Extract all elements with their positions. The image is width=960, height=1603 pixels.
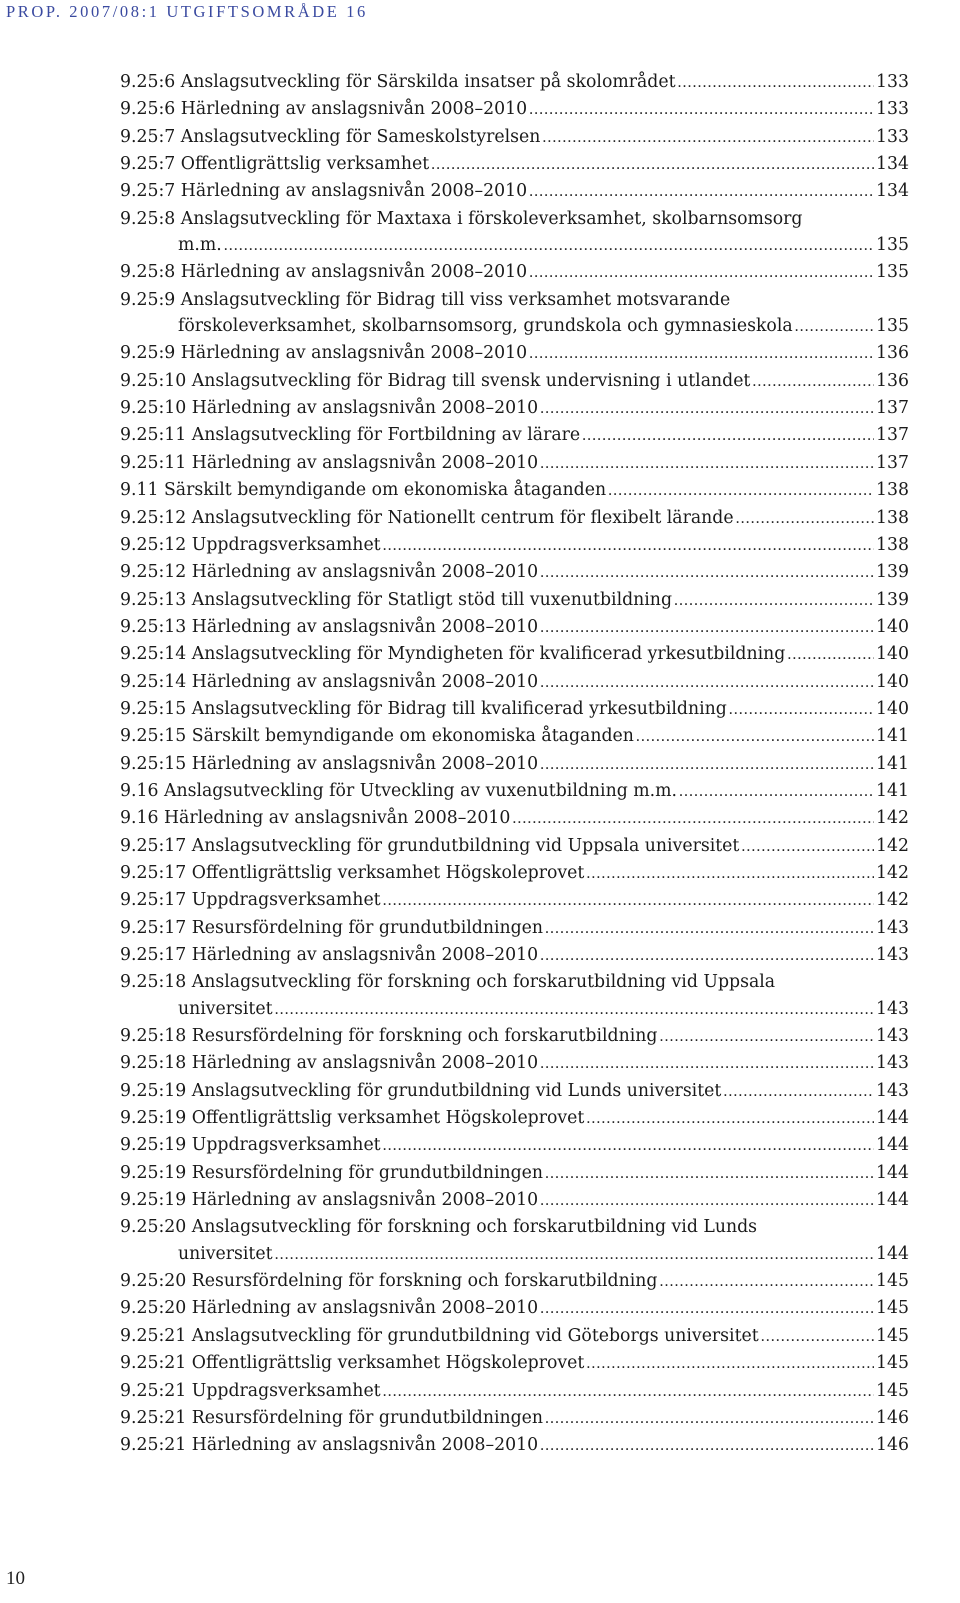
toc-entry[interactable] — [120, 641, 909, 668]
toc-entry-title: 9.25:19 Offentligrättslig verksamhet Högskoleprovet — [120, 1108, 585, 1129]
toc-entry-title: 9.25:12 Härledning av anslagsnivån 2008–2010 — [120, 562, 539, 583]
toc-entry-line — [120, 124, 909, 151]
toc-page-number: 141 — [876, 753, 909, 774]
toc-entry[interactable] — [120, 1023, 909, 1050]
toc-entry-title: 9.25:21 Resursfördelning för grundutbildningen — [120, 1407, 544, 1428]
toc-entry-line — [120, 833, 909, 860]
toc-entry-title: 9.25:7 Härledning av anslagsnivån 2008–2010 — [120, 181, 528, 202]
dot-leader — [540, 1296, 874, 1322]
toc-entry-line — [120, 587, 909, 614]
toc-entry-title: 9.25:12 Anslagsutveckling för Nationellt centrum för flexibelt lärande — [120, 507, 734, 528]
toc-entry-line — [120, 1295, 909, 1322]
toc-page-number: 141 — [876, 780, 909, 801]
dot-leader — [224, 233, 874, 259]
dot-leader — [729, 697, 874, 723]
toc-page-number: 145 — [876, 1325, 909, 1346]
toc-page-number: 144 — [876, 1108, 909, 1129]
toc-entry-title: 9.25:20 Resursfördelning för forskning och forskarutbildning — [120, 1271, 658, 1292]
dot-leader — [540, 1188, 874, 1214]
dot-leader — [545, 1161, 874, 1187]
toc-entry-line — [120, 1323, 909, 1350]
toc-entry-title: 9.11 Särskilt bemyndigande om ekonomiska åtaganden — [120, 480, 607, 501]
toc-page-number: 135 — [876, 235, 909, 256]
toc-entry-continuation — [120, 1241, 909, 1268]
toc-entry[interactable] — [120, 1295, 909, 1322]
toc-entry-title: 9.25:7 Anslagsutveckling för Sameskolstyrelsen — [120, 126, 541, 147]
toc-entry[interactable] — [120, 368, 909, 395]
toc-entry-title: 9.25:18 Härledning av anslagsnivån 2008–2010 — [120, 1053, 539, 1074]
toc-page-number: 140 — [876, 698, 909, 719]
toc-entry-line — [120, 477, 909, 504]
toc-entry-line — [120, 860, 909, 887]
toc-entry-title: 9.25:8 Härledning av anslagsnivån 2008–2010 — [120, 262, 528, 283]
toc-entry[interactable] — [120, 969, 909, 1023]
dot-leader — [275, 997, 874, 1023]
toc-entry-title: 9.25:21 Uppdragsverksamhet — [120, 1380, 381, 1401]
dot-leader — [545, 1406, 874, 1432]
toc-entry[interactable] — [120, 1405, 909, 1432]
toc-page-number: 133 — [876, 126, 909, 147]
toc-entry-line — [120, 641, 909, 668]
toc-entry-line — [120, 559, 909, 586]
toc-entry-line — [120, 69, 909, 96]
toc-entry-title: 9.25:20 Anslagsutveckling för forskning och forskarutbildning vid Lunds — [120, 1217, 758, 1238]
toc-page-number: 145 — [876, 1271, 909, 1292]
toc-entry-line — [120, 1160, 909, 1187]
dot-leader — [586, 1106, 874, 1132]
dot-leader — [795, 314, 874, 340]
toc-entry[interactable] — [120, 395, 909, 422]
toc-entry-title: 9.25:17 Härledning av anslagsnivån 2008–2010 — [120, 945, 539, 965]
toc-entry-title: 9.25:9 Härledning av anslagsnivån 2008–2010 — [120, 343, 528, 364]
toc-entry[interactable] — [120, 151, 909, 178]
toc-entry-line — [120, 942, 909, 969]
toc-entry[interactable] — [120, 1378, 909, 1405]
dot-leader — [383, 888, 874, 914]
dot-leader — [540, 396, 874, 422]
toc-page-number: 142 — [876, 835, 909, 856]
toc-entry-line — [120, 915, 909, 942]
toc-page-number: 143 — [876, 945, 909, 965]
toc-entry[interactable] — [120, 1050, 909, 1077]
toc-entry-title: 9.25:14 Anslagsutveckling för Myndigheten för kvalificerad yrkesutbildning — [120, 644, 786, 665]
toc-entry-line — [120, 1268, 909, 1295]
toc-entry-title: universitet — [178, 1243, 273, 1264]
toc-entry-title: 9.25:7 Offentligrättslig verksamhet — [120, 154, 430, 175]
dot-leader — [736, 506, 874, 532]
toc-entry[interactable] — [120, 1160, 909, 1187]
toc-entry-title: 9.25:15 Härledning av anslagsnivån 2008–2010 — [120, 753, 539, 774]
toc-page-number: 142 — [876, 890, 909, 911]
toc-entry[interactable] — [120, 1350, 909, 1377]
dot-leader — [787, 642, 874, 668]
toc-page-number: 133 — [876, 99, 909, 120]
toc-page-number: 139 — [876, 589, 909, 610]
dot-leader — [582, 423, 874, 449]
toc-entry-line — [120, 340, 909, 367]
toc-entry-line — [120, 450, 909, 477]
dot-leader — [586, 1351, 874, 1377]
dot-leader — [761, 1324, 874, 1350]
toc-entry[interactable] — [120, 206, 909, 260]
toc-entry-continuation — [120, 232, 909, 259]
toc-entry[interactable] — [120, 1323, 909, 1350]
dot-leader — [659, 1024, 874, 1050]
toc-entry-title: 9.25:21 Offentligrättslig verksamhet Högskoleprovet — [120, 1353, 585, 1374]
toc-entry[interactable] — [120, 259, 909, 286]
dot-leader — [752, 369, 874, 395]
toc-entry-title: 9.25:6 Anslagsutveckling för Särskilda insatser på skolområdet — [120, 72, 676, 92]
toc-entry-title: 9.25:21 Anslagsutveckling för grundutbildning vid Göteborgs universitet — [120, 1325, 759, 1346]
toc-entry-line — [120, 505, 909, 532]
toc-page-number: 145 — [876, 1298, 909, 1319]
toc-entry-line — [120, 1350, 909, 1377]
dot-leader — [586, 861, 874, 887]
toc-entry-title: 9.25:6 Härledning av anslagsnivån 2008–2010 — [120, 99, 528, 120]
toc-entry-line — [120, 614, 909, 641]
dot-leader — [529, 260, 874, 286]
toc-entry-title: 9.25:12 Uppdragsverksamhet — [120, 534, 381, 555]
toc-entry-line — [120, 206, 909, 232]
dot-leader — [512, 806, 874, 832]
toc-entry-title: m.m. — [178, 235, 222, 256]
toc-entry-title: 9.25:18 Resursfördelning för forskning och forskarutbildning — [120, 1026, 658, 1047]
toc-entry-line — [120, 696, 909, 723]
toc-entry-title: 9.25:20 Härledning av anslagsnivån 2008–2010 — [120, 1298, 539, 1319]
dot-leader — [383, 1379, 874, 1405]
toc-entry[interactable] — [120, 1078, 909, 1105]
toc-entry-line — [120, 805, 909, 832]
toc-entry-line — [120, 1023, 909, 1050]
toc-page-number: 143 — [876, 917, 909, 938]
toc-entry-title: 9.25:10 Härledning av anslagsnivån 2008–2010 — [120, 398, 539, 419]
toc-entry-line — [120, 778, 909, 805]
toc-page-number: 144 — [876, 1135, 909, 1156]
toc-entry-line — [120, 96, 909, 123]
toc-page-number: 137 — [876, 398, 909, 419]
toc-entry-title: 9.25:13 Härledning av anslagsnivån 2008–2010 — [120, 616, 539, 637]
dot-leader — [383, 533, 874, 559]
toc-entry[interactable] — [120, 669, 909, 696]
toc-page-number: 133 — [876, 72, 909, 92]
toc-entry-title: förskoleverksamhet, skolbarnsomsorg, grundskola och gymnasieskola — [178, 316, 793, 337]
toc-entry-title: 9.16 Anslagsutveckling för Utveckling av vuxenutbildning m.m. — [120, 780, 678, 801]
toc-entry-title: 9.25:15 Anslagsutveckling för Bidrag till kvalificerad yrkesutbildning — [120, 698, 727, 719]
toc-entry[interactable] — [120, 887, 909, 914]
toc-entry-title: 9.25:19 Resursfördelning för grundutbildningen — [120, 1162, 544, 1183]
toc-page-number: 143 — [876, 1026, 909, 1047]
toc-page-number: 138 — [876, 534, 909, 555]
dot-leader — [529, 341, 874, 367]
toc-page-number: 144 — [876, 1190, 909, 1211]
toc-entry[interactable] — [120, 559, 909, 586]
toc-entry-continuation — [120, 313, 909, 340]
toc-entry[interactable] — [120, 833, 909, 860]
toc-entry[interactable] — [120, 450, 909, 477]
toc-entry-line — [120, 1187, 909, 1214]
toc-entry-title: 9.25:17 Offentligrättslig verksamhet Högskoleprovet — [120, 862, 585, 883]
toc-entry-line — [120, 532, 909, 559]
toc-page-number: 143 — [876, 1053, 909, 1074]
toc-entry[interactable] — [120, 696, 909, 723]
toc-page-number: 137 — [876, 425, 909, 446]
toc-page-number: 136 — [876, 343, 909, 364]
toc-entry[interactable] — [120, 614, 909, 641]
toc-entry-line — [120, 1405, 909, 1432]
table-of-contents — [120, 69, 909, 1460]
toc-entry-line — [120, 1378, 909, 1405]
toc-entry[interactable] — [120, 422, 909, 449]
toc-entry[interactable] — [120, 69, 909, 96]
toc-entry[interactable] — [120, 287, 909, 341]
dot-leader — [545, 916, 874, 942]
toc-entry[interactable] — [120, 751, 909, 778]
toc-page-number: 137 — [876, 452, 909, 473]
dot-leader — [540, 752, 874, 778]
dot-leader — [431, 152, 874, 178]
toc-entry-line — [120, 751, 909, 778]
toc-entry-title: universitet — [178, 998, 273, 1019]
toc-entry[interactable] — [120, 942, 909, 969]
toc-page-number: 139 — [876, 562, 909, 583]
toc-entry[interactable] — [120, 1187, 909, 1214]
toc-entry-title: 9.25:17 Anslagsutveckling för grundutbildning vid Uppsala universitet — [120, 835, 740, 856]
toc-page-number: 143 — [876, 1080, 909, 1101]
toc-entry[interactable] — [120, 860, 909, 887]
dot-leader — [540, 670, 874, 696]
toc-page-number: 138 — [876, 507, 909, 528]
dot-leader — [383, 1133, 874, 1159]
toc-entry-line — [120, 1432, 909, 1459]
toc-entry[interactable] — [120, 1105, 909, 1132]
toc-entry-continuation — [120, 996, 909, 1023]
toc-page-number: 144 — [876, 1162, 909, 1183]
dot-leader — [540, 943, 874, 969]
toc-page-number: 142 — [876, 808, 909, 829]
dot-leader — [636, 724, 874, 750]
toc-page-number: 145 — [876, 1380, 909, 1401]
toc-entry-title: 9.25:11 Anslagsutveckling för Fortbildning av lärare — [120, 425, 581, 446]
toc-entry-line — [120, 178, 909, 205]
toc-entry-title: 9.25:19 Uppdragsverksamhet — [120, 1135, 381, 1156]
dot-leader — [540, 560, 874, 586]
toc-page-number: 136 — [876, 370, 909, 391]
toc-entry[interactable] — [120, 178, 909, 205]
toc-page-number: 140 — [876, 671, 909, 692]
toc-entry-line — [120, 723, 909, 750]
dot-leader — [659, 1269, 874, 1295]
toc-page-number: 140 — [876, 644, 909, 665]
toc-page-number: 135 — [876, 316, 909, 337]
toc-page-number: 146 — [876, 1407, 909, 1428]
toc-entry-line — [120, 1050, 909, 1077]
toc-entry[interactable] — [120, 1214, 909, 1268]
page-number: 10 — [6, 1568, 25, 1589]
toc-entry[interactable] — [120, 96, 909, 123]
toc-entry-line — [120, 1078, 909, 1105]
toc-entry[interactable] — [120, 1132, 909, 1159]
dot-leader — [723, 1079, 874, 1105]
dot-leader — [529, 179, 874, 205]
toc-entry-line — [120, 368, 909, 395]
dot-leader — [529, 97, 874, 123]
dot-leader — [674, 588, 874, 614]
running-header: PROP. 2007/08:1 UTGIFTSOMRÅDE 16 — [6, 2, 368, 21]
dot-leader — [540, 1433, 874, 1459]
toc-entry[interactable] — [120, 587, 909, 614]
toc-entry[interactable] — [120, 915, 909, 942]
toc-entry[interactable] — [120, 477, 909, 504]
dot-leader — [741, 834, 874, 860]
toc-entry-line — [120, 287, 909, 313]
toc-page-number: 135 — [876, 262, 909, 283]
toc-entry-title: 9.25:17 Uppdragsverksamhet — [120, 890, 381, 911]
toc-entry[interactable] — [120, 532, 909, 559]
toc-entry-line — [120, 969, 909, 995]
toc-entry-title: 9.25:19 Anslagsutveckling för grundutbildning vid Lunds universitet — [120, 1080, 722, 1101]
toc-entry-title: 9.25:11 Härledning av anslagsnivån 2008–2010 — [120, 452, 539, 473]
toc-entry-line — [120, 422, 909, 449]
toc-entry[interactable] — [120, 1432, 909, 1459]
toc-entry[interactable] — [120, 340, 909, 367]
toc-entry-title: 9.25:21 Härledning av anslagsnivån 2008–2010 — [120, 1435, 539, 1456]
toc-entry-line — [120, 395, 909, 422]
toc-page-number: 141 — [876, 726, 909, 747]
toc-page-number: 145 — [876, 1353, 909, 1374]
toc-entry-title: 9.25:14 Härledning av anslagsnivån 2008–2010 — [120, 671, 539, 692]
toc-entry[interactable] — [120, 805, 909, 832]
toc-entry-title: 9.25:9 Anslagsutveckling för Bidrag till viss verksamhet motsvarande — [120, 289, 731, 310]
toc-entry-line — [120, 259, 909, 286]
toc-page-number: 143 — [876, 998, 909, 1019]
toc-entry-line — [120, 1214, 909, 1240]
toc-entry-line — [120, 887, 909, 914]
toc-entry[interactable] — [120, 124, 909, 151]
toc-page-number: 142 — [876, 862, 909, 883]
toc-page-number: 134 — [876, 154, 909, 175]
toc-page-number: 146 — [876, 1435, 909, 1456]
dot-leader — [542, 125, 874, 151]
dot-leader — [608, 478, 874, 504]
toc-entry-title: 9.16 Härledning av anslagsnivån 2008–2010 — [120, 808, 511, 829]
dot-leader — [678, 70, 874, 96]
dot-leader — [679, 779, 874, 805]
toc-page-number: 134 — [876, 181, 909, 202]
dot-leader — [540, 1051, 874, 1077]
toc-entry-line — [120, 669, 909, 696]
dot-leader — [540, 451, 874, 477]
toc-entry-line — [120, 1132, 909, 1159]
toc-entry-line — [120, 1105, 909, 1132]
toc-entry-title: 9.25:18 Anslagsutveckling för forskning och forskarutbildning vid Uppsala — [120, 972, 776, 993]
toc-entry[interactable] — [120, 1268, 909, 1295]
dot-leader — [275, 1242, 874, 1268]
toc-page-number: 138 — [876, 480, 909, 501]
toc-entry-title: 9.25:13 Anslagsutveckling för Statligt stöd till vuxenutbildning — [120, 589, 673, 610]
dot-leader — [540, 615, 874, 641]
toc-page-number: 140 — [876, 616, 909, 637]
toc-entry-title: 9.25:8 Anslagsutveckling för Maxtaxa i förskoleverksamhet, skolbarnsomsorg — [120, 208, 803, 229]
toc-page-number: 144 — [876, 1243, 909, 1264]
toc-entry-title: 9.25:19 Härledning av anslagsnivån 2008–2010 — [120, 1190, 539, 1211]
toc-entry[interactable] — [120, 778, 909, 805]
toc-entry-title: 9.25:15 Särskilt bemyndigande om ekonomiska åtaganden — [120, 726, 634, 747]
toc-entry[interactable] — [120, 723, 909, 750]
toc-entry[interactable] — [120, 505, 909, 532]
toc-entry-line — [120, 151, 909, 178]
toc-entry-title: 9.25:17 Resursfördelning för grundutbildningen — [120, 917, 544, 938]
toc-entry-title: 9.25:10 Anslagsutveckling för Bidrag till svensk undervisning i utlandet — [120, 370, 751, 391]
